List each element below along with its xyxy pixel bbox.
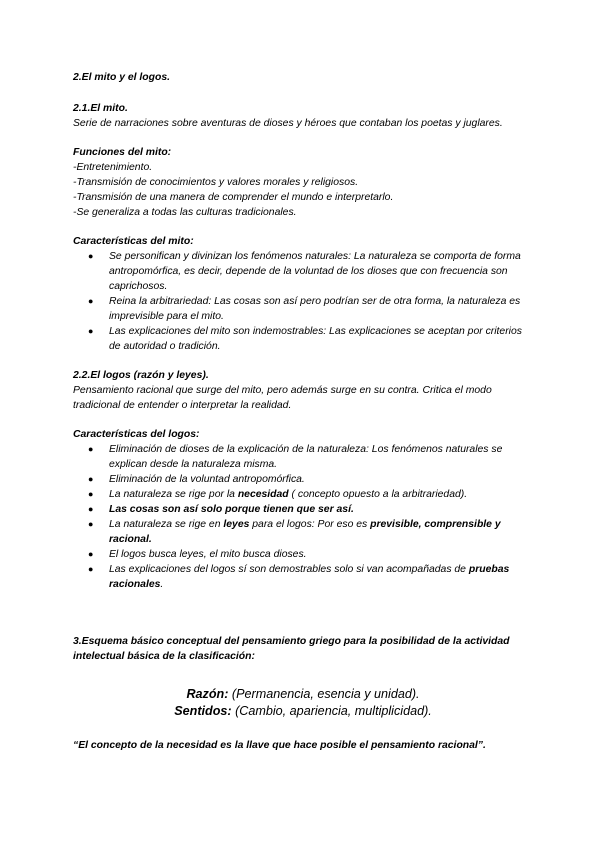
conceptual-scheme [73, 686, 533, 720]
mito-features-title: Características del mito: [73, 236, 194, 247]
mito-functions-title: Funciones del mito: [73, 147, 172, 158]
list-item: ● Eliminación de dioses de la explicación de la naturaleza: Los fenómenos naturales se explican desde la naturaleza misma. [88, 444, 503, 470]
mito-definition: Serie de narraciones sobre aventuras de dioses y héroes que contaban los poetas y juglares. [73, 118, 503, 129]
list-item: ● Las cosas son así solo porque tienen que ser así. [88, 504, 354, 515]
list-item: ● La naturaleza se rige por la necesidad ( concepto opuesto a la arbitrariedad). [88, 489, 468, 500]
bullet-icon: ● [88, 474, 94, 484]
section-3-title: 3.Esquema básico conceptual del pensamiento griego para la posibilidad de la actividad intelectual básica de la clasificación: [73, 636, 510, 662]
mito-function-item: -Transmisión de conocimientos y valores morales y religiosos. [73, 177, 359, 188]
bullet-icon: ● [88, 519, 94, 529]
closing-quote: “El concepto de la necesidad es la llave que hace posible el pensamiento racional”. [73, 740, 486, 751]
bullet-icon: ● [88, 489, 94, 499]
list-item: ● La naturaleza se rige en leyes para el logos: Por eso es previsible, comprensible y racional. [88, 519, 501, 545]
document-content [73, 70, 533, 753]
section-2-title: 2.El mito y el logos. [73, 72, 171, 83]
list-item: ● Reina la arbitrariedad: Las cosas son así pero podrían ser de otra forma, la naturaleza es imprevisible para el mito. [88, 296, 521, 322]
bullet-icon: ● [88, 296, 94, 306]
bullet-icon: ● [88, 549, 94, 559]
logos-features-title: Características del logos: [73, 429, 200, 440]
list-item: ● Las explicaciones del mito son indemostrables: Las explicaciones se aceptan por criterios de autoridad o tradición. [88, 326, 522, 352]
logos-title: 2.2.El logos (razón y leyes). [73, 370, 209, 381]
list-item: ● El logos busca leyes, el mito busca dioses. [88, 549, 307, 560]
bullet-icon: ● [88, 444, 94, 454]
bullet-icon: ● [88, 564, 94, 574]
list-item: ● Eliminación de la voluntad antropomórfica. [88, 474, 305, 485]
list-item: ● Las explicaciones del logos sí son demostrables solo si van acompañadas de pruebas racionales. [88, 564, 510, 590]
mito-features-list [73, 249, 533, 354]
list-item: ● Se personifican y divinizan los fenómenos naturales: La naturaleza se comporta de forma antropomórfica, es decir, depende de la voluntad de los dioses que con frecuencia son caprichosos. [88, 251, 521, 292]
logos-definition: Pensamiento racional que surge del mito, pero además surge en su contra. Critica el modo tradicional de entender o interpretar la realidad. [73, 385, 492, 411]
scheme-razon: Razón: (Permanencia, esencia y unidad). [186, 687, 420, 701]
mito-function-item: -Se generaliza a todas las culturas tradicionales. [73, 207, 297, 218]
bullet-icon: ● [88, 504, 94, 514]
mito-function-item: -Entretenimiento. [73, 162, 153, 173]
mito-title: 2.1.El mito. [73, 103, 128, 114]
bullet-icon: ● [88, 326, 94, 336]
bullet-icon: ● [88, 251, 94, 261]
logos-features-list [73, 442, 533, 592]
scheme-sentidos: Sentidos: (Cambio, apariencia, multiplicidad). [174, 704, 432, 718]
mito-function-item: -Transmisión de una manera de comprender el mundo e interpretarlo. [73, 192, 394, 203]
